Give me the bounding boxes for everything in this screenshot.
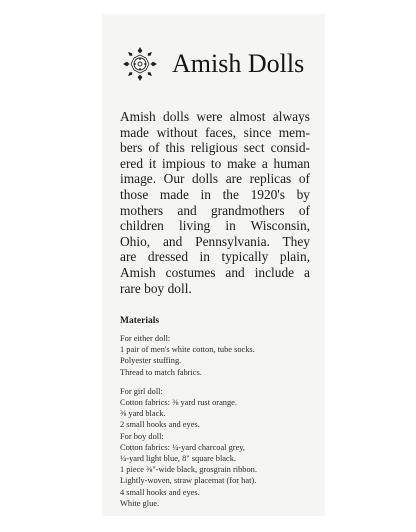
list-item: 1 piece ⅜"-wide black, grosgrain ribbon. xyxy=(120,465,257,475)
list-item: 4 small hooks and eyes. xyxy=(120,487,200,497)
list-item: Cotton fabrics: ¼-yard charcoal grey, xyxy=(120,442,246,452)
list-item: Thread to match fabrics. xyxy=(120,367,202,377)
list-item: For boy doll: xyxy=(120,431,164,441)
intro-line: Amish dolls were almost always xyxy=(120,109,310,124)
intro-line: rare boy doll. xyxy=(120,280,192,296)
list-item: Lightly-woven, straw placemat (for hat). xyxy=(120,476,257,486)
intro-line: children living in Wisconsin, xyxy=(120,218,310,234)
materials-section xyxy=(120,315,320,509)
list-item: Polyester stuffing. xyxy=(120,356,182,366)
intro-line: Ohio, and Pennsylvania. They xyxy=(120,233,310,249)
page-title: Amish Dolls xyxy=(172,49,305,78)
intro-line: mothers and grandmothers of xyxy=(120,202,310,218)
list-item: For either doll: xyxy=(120,334,171,343)
list-item: 1 pair of men's white cotton, tube socks. xyxy=(120,345,255,355)
boy-doll-list xyxy=(120,431,320,509)
intro-line: those made in the 1920's by xyxy=(120,186,310,202)
intro-paragraph xyxy=(120,109,310,296)
intro-line: are dressed in typically plain, xyxy=(120,249,310,265)
intro-line: bers of this religious sect consid- xyxy=(120,140,310,156)
list-item: For girl doll: xyxy=(120,386,163,396)
materials-heading: Materials xyxy=(120,316,160,326)
list-item: ⅜ yard black. xyxy=(120,409,166,419)
intro-line: image. Our dolls are replicas of xyxy=(120,171,310,187)
list-item: White glue. xyxy=(120,498,160,508)
quilt-star-ornament-icon xyxy=(120,44,160,84)
intro-line: Amish costumes and include a xyxy=(120,264,310,280)
girl-doll-list xyxy=(120,386,320,431)
document-header xyxy=(120,44,304,84)
list-item: Cotton fabrics: ⅜ yard rust orange. xyxy=(120,398,237,408)
list-item: 2 small hooks and eyes. xyxy=(120,420,200,430)
either-doll-list xyxy=(120,333,320,378)
intro-line: made without faces, since mem- xyxy=(120,124,310,140)
intro-line: ered it impious to make a human xyxy=(120,155,310,171)
document-panel xyxy=(102,14,325,516)
spacer xyxy=(120,378,320,386)
list-item: ¼-yard light blue, 8" square black. xyxy=(120,454,236,464)
